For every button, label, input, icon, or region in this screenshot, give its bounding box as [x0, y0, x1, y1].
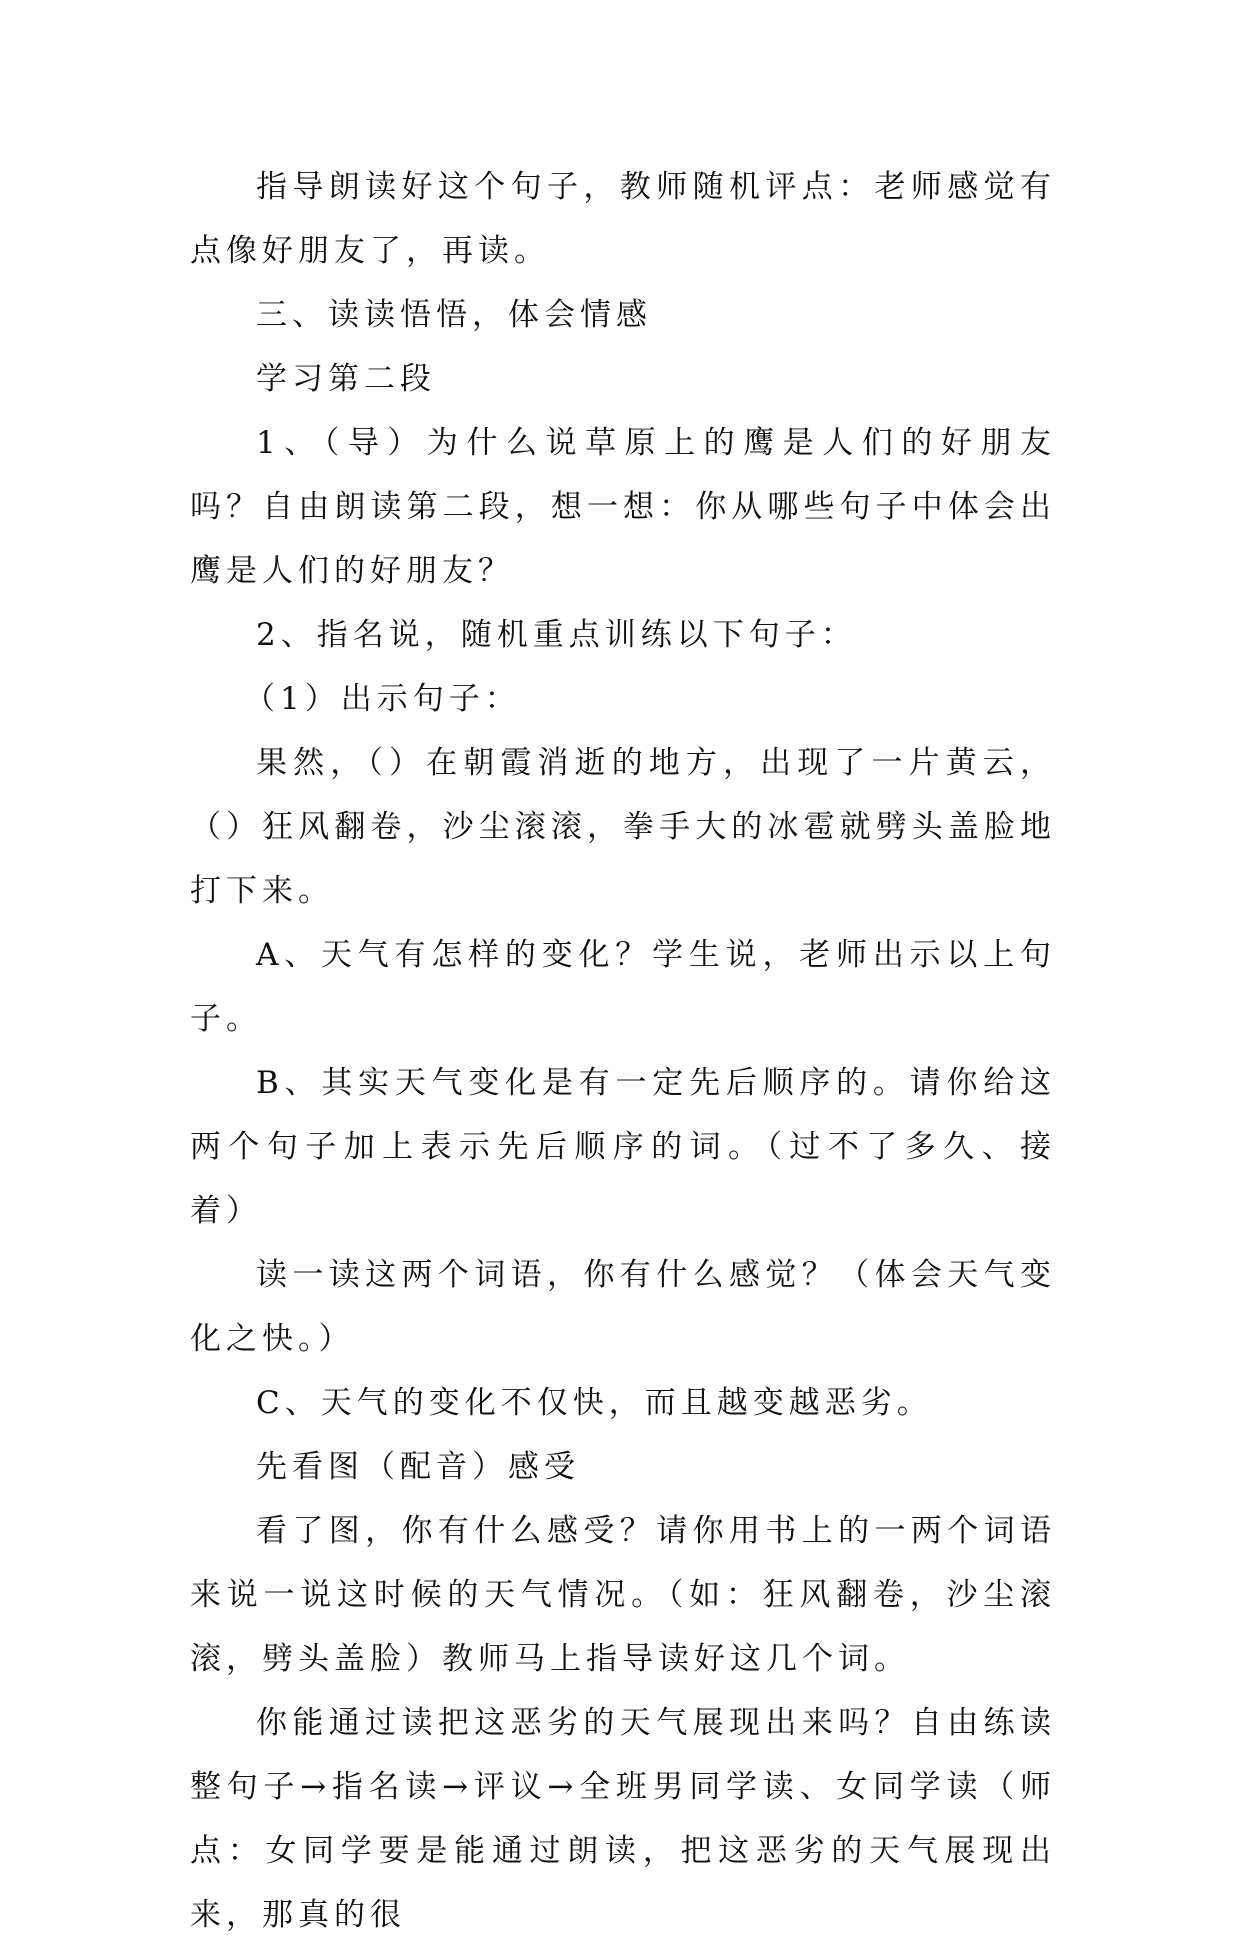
paragraph-guided-reading: 指导朗读好这个句子，教师随机评点：老师感觉有点像好朋友了，再读。: [190, 169, 1056, 269]
paragraph-item-1: 1、（导）为什么说草原上的鹰是人们的好朋友吗？自由朗读第二段，想一想：你从哪些句子中体会出鹰是人们的好朋友？: [190, 425, 1056, 589]
paragraph-point-c: C、天气的变化不仅快，而且越变越恶劣。: [256, 1385, 933, 1421]
paragraph-feelings: 看了图，你有什么感受？请你用书上的一两个词语来说一说这时候的天气情况。（如：狂风翻卷，沙尘滚滚，劈头盖脸）教师马上指导读好这几个词。: [190, 1513, 1056, 1677]
section-heading-three: 三、读读悟悟，体会情感: [256, 297, 652, 333]
paragraph-example-sentence: 果然，（）在朝霞消逝的地方，出现了一片黄云，（）狂风翻卷，沙尘滚滚，拳手大的冰雹就劈头盖脸地打下来。: [190, 745, 1056, 909]
paragraph-item-2: 2、指名说，随机重点训练以下句子：: [256, 617, 857, 653]
paragraph-point-b: B、其实天气变化是有一定先后顺序的。请你给这两个句子加上表示先后顺序的词。（过不了多久、接着）: [190, 1065, 1056, 1229]
paragraph-show-sentence: （1）出示句子：: [244, 681, 521, 717]
paragraph-read-practice: 你能通过读把这恶劣的天气展现出来吗？自由练读整句子→指名读→评议→全班男同学读、女同学读（师点：女同学要是能通过朗读，把这恶劣的天气展现出来，那真的很: [190, 1705, 1056, 1933]
paragraph-read-words: 读一读这两个词语，你有什么感觉？（体会天气变化之快。）: [190, 1257, 1056, 1357]
document-body: [190, 155, 1056, 1947]
paragraph-point-a: A、天气有怎样的变化？学生说，老师出示以上句子。: [190, 937, 1056, 1037]
subheading-second-segment: 学习第二段: [256, 361, 436, 397]
paragraph-look-picture: 先看图（配音）感受: [256, 1449, 580, 1485]
